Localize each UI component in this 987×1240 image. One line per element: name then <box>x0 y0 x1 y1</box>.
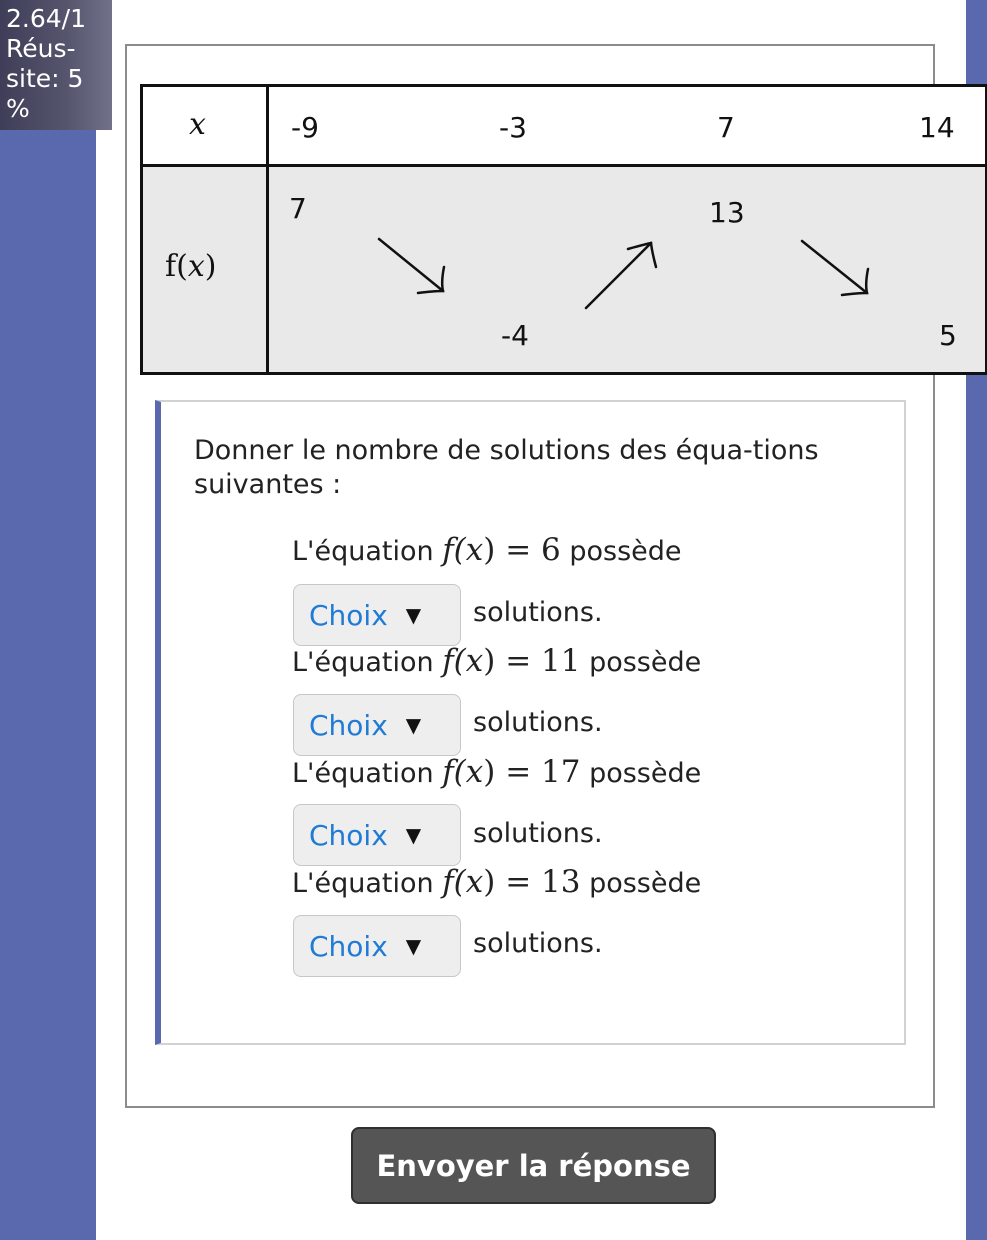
solutions-label: solutions. <box>473 818 603 849</box>
arrow-down-icon <box>802 241 868 295</box>
caret-down-icon: ▼ <box>405 934 422 958</box>
arrow-down-icon <box>379 239 444 293</box>
solutions-label: solutions. <box>473 928 603 959</box>
score-label-3: % <box>6 94 30 123</box>
equation-suffix: possède <box>569 536 682 567</box>
caret-down-icon: ▼ <box>405 713 422 737</box>
submit-answer-button[interactable]: Envoyer la réponse <box>351 1127 716 1204</box>
fx-row-label: f(x) <box>165 249 217 284</box>
select-value: Choix <box>309 598 388 632</box>
equation-line <box>292 864 701 900</box>
variation-table <box>140 84 987 375</box>
x-row-label: x <box>189 107 206 142</box>
fx-value: 13 <box>709 196 745 229</box>
equation-math: f(x) = 17 <box>442 754 581 790</box>
solutions-count-select[interactable] <box>293 694 461 756</box>
fx-row <box>143 167 985 375</box>
score-label-2: site: 5 <box>6 64 84 93</box>
x-value: 14 <box>919 111 955 144</box>
x-value: -9 <box>291 111 319 144</box>
solutions-count-select[interactable] <box>293 584 461 646</box>
caret-down-icon: ▼ <box>405 603 422 627</box>
equation-suffix: possède <box>589 758 702 789</box>
solutions-count-select[interactable] <box>293 804 461 866</box>
variation-arrows <box>143 167 987 375</box>
equation-suffix: possède <box>589 868 702 899</box>
x-value: 7 <box>717 111 735 144</box>
arrow-up-icon <box>586 243 656 308</box>
equation-prefix: L'équation <box>292 536 434 567</box>
score-badge <box>0 0 112 130</box>
equation-line <box>292 643 701 679</box>
equation-math: f(x) = 11 <box>442 643 581 679</box>
column-divider <box>266 87 269 372</box>
solutions-label: solutions. <box>473 707 603 738</box>
caret-down-icon: ▼ <box>405 823 422 847</box>
equation-prefix: L'équation <box>292 647 434 678</box>
x-row <box>143 87 985 167</box>
solutions-label: solutions. <box>473 597 603 628</box>
equation-prefix: L'équation <box>292 868 434 899</box>
select-value: Choix <box>309 929 388 963</box>
x-value: -3 <box>499 111 527 144</box>
score-value: 2.64/1 <box>6 4 86 33</box>
equation-suffix: possède <box>589 647 702 678</box>
solutions-count-select[interactable] <box>293 915 461 977</box>
equation-line <box>292 532 682 568</box>
select-value: Choix <box>309 818 388 852</box>
score-label-1: Réus- <box>6 34 76 63</box>
equation-prefix: L'équation <box>292 758 434 789</box>
equation-math: f(x) = 13 <box>442 864 581 900</box>
instruction-text: Donner le nombre de solutions des équa-tions suivantes : <box>194 435 819 500</box>
fx-value: 5 <box>939 319 957 352</box>
fx-value: 7 <box>289 192 307 225</box>
equation-math: f(x) = 6 <box>442 532 561 568</box>
equation-line <box>292 754 701 790</box>
select-value: Choix <box>309 708 388 742</box>
fx-value: -4 <box>501 319 529 352</box>
